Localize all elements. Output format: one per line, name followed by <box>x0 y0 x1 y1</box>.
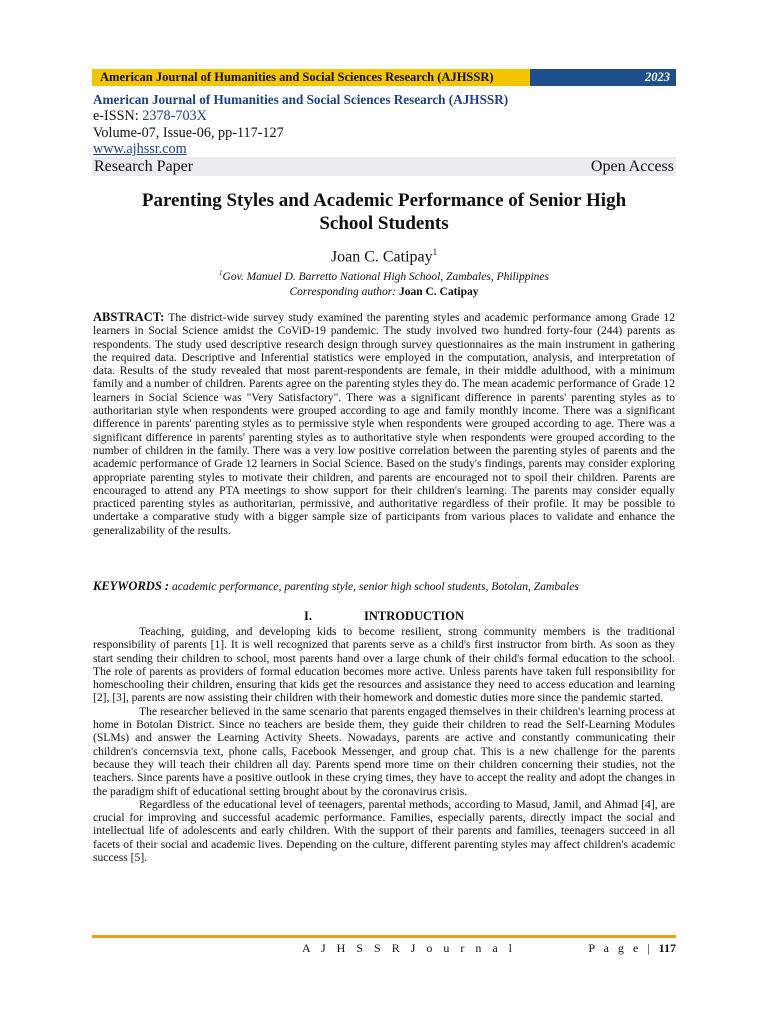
page-number: 117 <box>658 941 676 955</box>
author-name: Joan C. Catipay <box>330 248 433 266</box>
section-number: I. <box>303 609 312 623</box>
affiliation-sup: 1 <box>219 269 223 277</box>
access-type: Open Access <box>590 157 674 175</box>
section-heading <box>0 609 768 624</box>
abstract-label: ABSTRACT: <box>93 310 165 324</box>
footer-rule <box>92 935 676 938</box>
paper-type: Research Paper <box>94 157 194 175</box>
journal-header-band <box>92 69 676 86</box>
journal-url-link[interactable]: www.ajhssr.com <box>93 140 187 157</box>
footer-journal: A J H S S R J o u r n a l <box>302 941 517 955</box>
header-year: 2023 <box>530 69 676 86</box>
issn-line <box>93 108 508 124</box>
affiliation-text: Gov. Manuel D. Barretto National High School, Zambales, Philippines <box>222 270 549 283</box>
paper-type-bar <box>92 157 676 176</box>
abstract-text: The district-wide survey study examined the parenting styles and academic performance among Grade 12 learners in Social Science amidst the CoViD-19 pandemic. The study involved two hundred forty-four (244) parents as respondents. The study used descriptive research design through survey questionnaires as the main instrument in gathering the required data. Descriptive and Inferential statistics were employed in the computation, analysis, and interpretation of data. Results of the study revealed that most parent-respondents are female, in their middle adulthood, with a minimum family and a number of children. Parents agree on the parenting styles they do. The mean academic performance of Grade 12 learners in Social Science was "Very Satisfactory". There was a significant difference in parents' parenting styles as to authoritarian style when respondents were grouped according to age and family monthly income. There was a significant difference in parents' parenting styles as to permissive style when respondents were grouped according to age. There was a significant difference in parents' parenting styles as to authoritative style when respondents were grouped according to the number of children in the family. There was a very low positive correlation between the parenting styles of parents and the academic performance of Grade 12 learners in Social Science. Based on the study's findings, parents may consider exploring appropriate parenting styles to motivate their children, and parents are encouraged not to spoil their children. Parents are encouraged to attend any PTA meetings to show support for their children's learning. The parents may consider equally practiced parenting styles as authoritarian, permissive, and authoritative regardless of their profile. It may be possible to undertake a comparative study with a bigger sample size of participants from various places to validate and enhance the generalizability of the results. <box>93 311 675 537</box>
affiliation <box>0 266 768 300</box>
keywords <box>93 579 675 594</box>
abstract <box>93 311 675 537</box>
page-label: P a g e | <box>588 941 659 955</box>
intro-body <box>93 625 675 864</box>
volume-line: Volume-07, Issue-06, pp-117-127 <box>93 124 284 141</box>
corresponding-name: Joan C. Catipay <box>398 285 479 298</box>
journal-meta <box>93 92 508 157</box>
paragraph: Regardless of the educational level of teenagers, parental methods, according to Masud, Jamil, and Ahmad [4], are crucial for improving and successful academic performance. Families, especially parents, directly impact the social and intellectual life of adolescents and early children. With the support of their parents and families, teenagers succeed in all facets of their social and academic lives. Depending on the culture, different parenting styles may affect children's academic success [5]. <box>93 797 675 865</box>
footer-page <box>588 941 676 956</box>
author <box>0 247 768 266</box>
paragraph: The researcher believed in the same scenario that parents engaged themselves in their children's learning process at home in Botolan District. Since no teachers are beside them, they guide their children to read the Self-Learning Modules (SLMs) and answer the Learning Activity Sheets. Nowadays, parents are active and constantly communicating their children's concernsvia text, phone calls, Facebook Messenger, and group chat. This is a new challenge for the parents because they will teach their children all day. Parents spend more time on their children concerning their studies, not the teachers. Since parents have a positive outlook in these crying times, they have to accept the reality and adopt the changes in the paradigm shift of educational setting brought about by the coronavirus crisis. <box>93 704 675 798</box>
header-journal-name: American Journal of Humanities and Social Sciences Research (AJHSSR) <box>92 69 530 86</box>
paper-title <box>100 190 668 235</box>
section-title: INTRODUCTION <box>363 609 464 623</box>
issn-value: 2378-703X <box>142 108 207 125</box>
paragraph: Teaching, guiding, and developing kids to become resilient, strong community members is the traditional responsibility of parents [1]. It is well recognized that parents serve as a child's first instructor from birth. As soon as they start sending their children to school, most parents hand over a large chunk of their child's formal education to the school. The role of parents as providers of formal education becomes more active. Unless parents have taken full responsibility for homeschooling their children, ensuring that kids get the resources and assistance they need to access education and learning [2], [3], parents are now assisting their children with their homework and domestic duties more since the pandemic started. <box>93 625 675 705</box>
issn-label: e-ISSN: <box>93 108 143 125</box>
keywords-text: academic performance, parenting style, senior high school students, Botolan, Zambales <box>169 580 579 593</box>
title-line-1: Parenting Styles and Academic Performance of Senior High <box>141 190 627 211</box>
keywords-label: KEYWORDS : <box>93 579 170 593</box>
author-sup: 1 <box>432 247 438 257</box>
title-line-2: School Students <box>319 212 449 234</box>
journal-name: American Journal of Humanities and Social Sciences Research (AJHSSR) <box>93 92 509 107</box>
corresponding-label: Corresponding author: <box>289 285 399 298</box>
